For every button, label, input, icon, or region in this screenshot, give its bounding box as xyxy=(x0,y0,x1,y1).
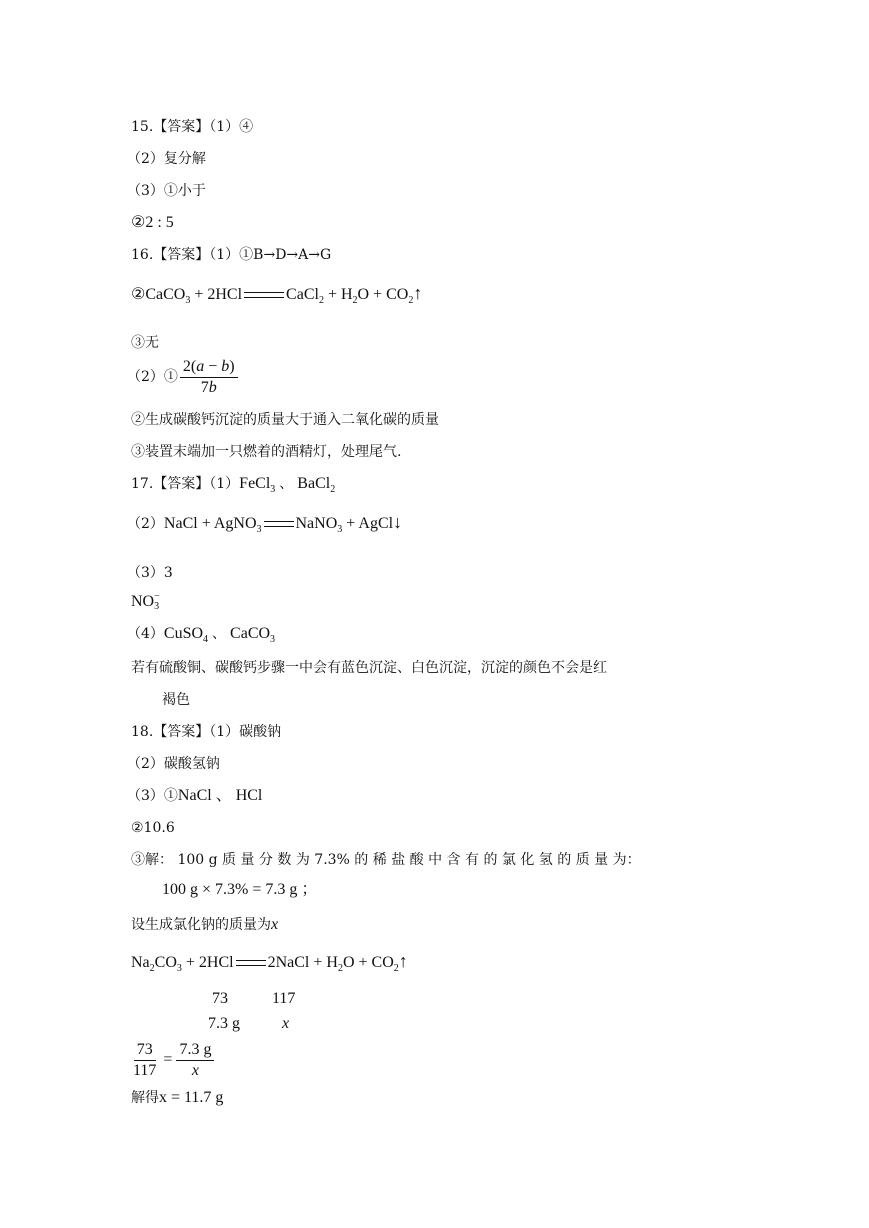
q17-ion-base: NO xyxy=(131,593,155,610)
q18-fr1-den: 117 xyxy=(133,1061,157,1079)
q18-res-prefix: 解得 xyxy=(131,1090,159,1106)
q17-part3: （3）3 xyxy=(127,565,173,581)
q17-eq-a: NaCl + AgNO xyxy=(163,515,257,532)
q16-num-b: a xyxy=(196,357,205,375)
q17-eq-c: + AgCl xyxy=(342,515,394,532)
q16-eq-plus2: + H xyxy=(323,286,353,303)
q17-part4b: 若有硫酸铜、碳酸钙步骤一中会有蓝色沉淀、白色沉淀，沉淀的颜色不会是红 xyxy=(131,660,607,676)
q17-sep2: 、 xyxy=(212,627,227,642)
q18-eq-d-sub: 2 xyxy=(337,963,343,975)
q18-mass-117: 117 xyxy=(272,990,296,1007)
q17-eq-b-sub: 3 xyxy=(337,524,343,536)
q18-eq-b-sub: 3 xyxy=(176,963,182,975)
q18-mass-73: 73 xyxy=(212,990,228,1007)
q17-part4c: 褐色 xyxy=(162,692,190,708)
q18-p3-values: NaCl 、 HCl xyxy=(177,787,263,804)
q18-val-x: x xyxy=(282,1015,290,1032)
q16-part2-frac-line xyxy=(127,356,240,398)
q16-eq-prefix: ② xyxy=(131,286,146,303)
q18-eq-a-sub: 2 xyxy=(149,963,155,975)
q15-part2: （2）复分解 xyxy=(127,151,206,167)
q18-p3-prefix: （3）① xyxy=(127,788,178,804)
q16-part2c: ③装置末端加一只燃着的酒精灯，处理尾气. xyxy=(131,444,402,460)
q17-h2: BaCl xyxy=(297,475,331,492)
q17-head-prefix: 17.【答案】（1） xyxy=(131,476,240,492)
q16-den-b: b xyxy=(208,378,217,396)
q18-eq-a: Na xyxy=(131,954,150,971)
precipitate-arrow-icon: ↓ xyxy=(393,512,403,532)
q18-eq-d: 2NaCl + H xyxy=(267,954,338,971)
q18-solution-intro: ③解： 100 g 质 量 分 数 为 7.3% 的 稀 盐 酸 中 含 有 的 氯 化 氢 的 质 量 为： xyxy=(131,852,641,868)
q18-fraction-2 xyxy=(176,1041,214,1080)
q15-ratio: ②2 : 5 xyxy=(131,214,174,231)
q16-eq-plus1: + 2HCl xyxy=(190,286,243,303)
q16-equation xyxy=(131,283,422,305)
q18-fraction-1 xyxy=(130,1041,159,1080)
q17-sep1: 、 xyxy=(279,477,294,492)
q17-c2-sub: 3 xyxy=(270,634,276,646)
q15-heading: 15.【答案】（1）④ xyxy=(131,119,254,135)
q15-part3: （3）①小于 xyxy=(127,183,206,199)
q16-fraction-numerator: 2(a − b) xyxy=(180,358,238,378)
q18-result xyxy=(131,1088,223,1108)
q18-eq-e: O + CO xyxy=(342,954,394,971)
q17-equation xyxy=(127,512,402,534)
q17-h2-sub: 2 xyxy=(330,484,336,496)
gas-arrow-icon: ↑ xyxy=(398,951,408,971)
q18-part3 xyxy=(127,786,262,806)
q18-heading: 18.【答案】（1）碳酸钠 xyxy=(131,724,282,740)
q16-eq-p2b: O + CO xyxy=(357,286,409,303)
double-line-equals xyxy=(244,292,284,298)
q18-part2: （2）碳酸氢钠 xyxy=(127,756,220,772)
q17-h1-sub: 3 xyxy=(270,484,276,496)
q16-eq-p1-sub: 2 xyxy=(318,295,324,307)
q16-eq-p3-sub: 2 xyxy=(408,295,414,307)
q18-proportion xyxy=(128,1038,216,1082)
q18-part3b: ②10.6 xyxy=(131,820,175,836)
q16-eq-r1-sub: 3 xyxy=(185,295,191,307)
q18-eq-c: + 2HCl xyxy=(181,954,234,971)
q18-set-prefix: 设生成氯化钠的质量为 xyxy=(131,917,271,933)
q17-heading xyxy=(131,474,335,495)
q18-eq-b: CO xyxy=(154,954,177,971)
q17-part4 xyxy=(127,624,275,645)
q16-fraction-denominator xyxy=(198,378,220,397)
double-line-equals xyxy=(264,521,294,527)
q17-ion-sub: 3 xyxy=(154,601,160,613)
q16-num-a: 2 xyxy=(182,357,191,375)
q17-ion-sup: − xyxy=(154,591,160,603)
q18-equation xyxy=(131,951,408,973)
q17-ion xyxy=(131,592,160,612)
q18-var: x xyxy=(271,916,279,933)
q16-num-minus: − xyxy=(204,357,222,375)
q18-eq-e-sub: 2 xyxy=(393,963,399,975)
q16-eq-r1: CaCO xyxy=(145,286,186,303)
q18-val-7-3g: 7.3 g xyxy=(208,1015,240,1032)
q16-part1c: ③无 xyxy=(131,335,159,351)
q18-res-value: x = 11.7 g xyxy=(159,1089,224,1106)
double-line-equals xyxy=(236,960,266,966)
q18-fr2-num: 7.3 g xyxy=(176,1041,214,1061)
q18-calc: 100 g × 7.3% = 7.3 g ； xyxy=(162,881,318,898)
q16-part2b: ②生成碳酸钙沉淀的质量大于通入二氧化碳的质量 xyxy=(131,412,439,428)
q17-c1-sub: 4 xyxy=(203,634,209,646)
q16-fraction xyxy=(180,358,238,397)
q18-fr1-num: 73 xyxy=(134,1041,156,1061)
q16-num-c: b xyxy=(221,357,230,375)
q17-c2: CaCO xyxy=(230,625,271,642)
q18-fr2-den: x xyxy=(191,1061,199,1079)
q17-eq-a-sub: 3 xyxy=(256,524,262,536)
q18-equals: = xyxy=(163,1051,173,1068)
q17-p4-prefix: （4） xyxy=(127,626,164,642)
q17-c1: CuSO xyxy=(163,625,204,642)
q16-eq-p1: CaCl xyxy=(286,286,319,303)
q16-den-a: 7 xyxy=(200,378,209,396)
q16-part2-prefix: （2）① xyxy=(127,369,178,385)
q17-h1: FeCl xyxy=(239,475,271,492)
q17-eq-b: NaNO xyxy=(295,515,338,532)
q17-p2-prefix: （2） xyxy=(127,516,164,532)
q16-eq-p2-sub: 2 xyxy=(352,295,358,307)
q18-set-var xyxy=(131,915,278,935)
q16-heading: 16.【答案】（1）①B→D→A→G xyxy=(131,247,332,263)
gas-arrow-icon: ↑ xyxy=(413,283,423,303)
